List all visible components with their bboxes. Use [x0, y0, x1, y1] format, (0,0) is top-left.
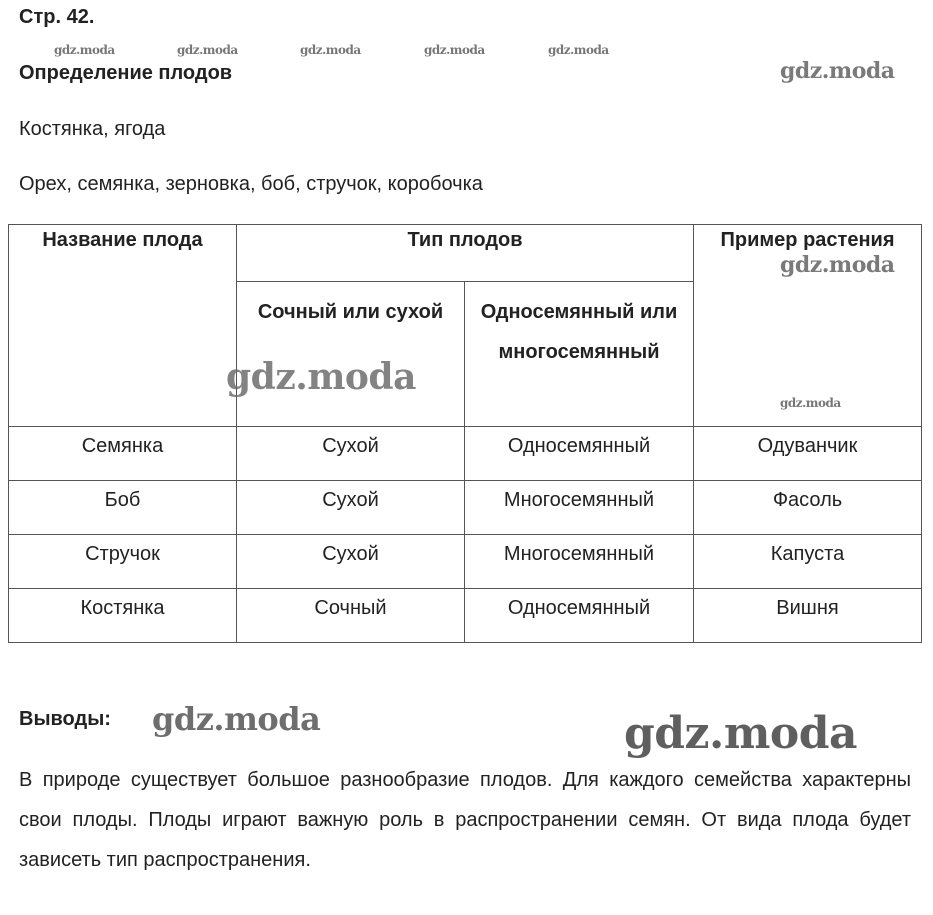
- cell-juicy-dry: Сухой: [237, 481, 465, 535]
- page-number: Стр. 42.: [19, 6, 95, 28]
- section-title: Определение плодов: [19, 62, 233, 84]
- cell-example: Вишня: [694, 589, 922, 643]
- answer-line-1: Костянка, ягода: [19, 118, 166, 140]
- cell-example: Капуста: [694, 535, 922, 589]
- cell-name: Стручок: [9, 535, 237, 589]
- conclusion-title: Выводы:: [19, 708, 111, 730]
- watermark: gdz.moda: [54, 43, 115, 57]
- fruit-table: [8, 224, 922, 643]
- header-juicy-dry: Сочный или сухой: [237, 282, 465, 427]
- cell-example: Одуванчик: [694, 427, 922, 481]
- watermark: gdz.moda: [424, 43, 485, 57]
- table-row: [9, 427, 922, 481]
- answer-line-2: Орех, семянка, зерновка, боб, стручок, коробочка: [19, 173, 483, 195]
- table-row: [9, 589, 922, 643]
- table-row: [9, 535, 922, 589]
- watermark: gdz.moda: [780, 252, 895, 278]
- header-seeds: Односемянный или многосемянный: [465, 282, 694, 427]
- cell-seeds: Односемянный: [465, 427, 694, 481]
- watermark: gdz.moda: [780, 58, 895, 84]
- cell-name: Семянка: [9, 427, 237, 481]
- conclusion-text: В природе существует большое разнообразие плодов. Для каждого семейства характерны свои плоды. Плоды играют важную роль в распространении семян. От вида плода будет зависеть тип распространения.: [19, 769, 911, 871]
- cell-juicy-dry: Сухой: [237, 427, 465, 481]
- watermark: gdz.moda: [152, 700, 321, 738]
- cell-juicy-dry: Сочный: [237, 589, 465, 643]
- cell-seeds: Односемянный: [465, 589, 694, 643]
- watermark: gdz.moda: [226, 356, 416, 398]
- cell-juicy-dry: Сухой: [237, 535, 465, 589]
- cell-name: Костянка: [9, 589, 237, 643]
- cell-name: Боб: [9, 481, 237, 535]
- cell-seeds: Многосемянный: [465, 481, 694, 535]
- cell-example: Фасоль: [694, 481, 922, 535]
- header-name: Название плода: [9, 225, 237, 427]
- table-row: [9, 481, 922, 535]
- watermark: gdz.moda: [780, 396, 841, 410]
- watermark: gdz.moda: [300, 43, 361, 57]
- header-example: Пример растения: [694, 225, 922, 427]
- watermark: gdz.moda: [624, 708, 858, 759]
- cell-seeds: Многосемянный: [465, 535, 694, 589]
- watermark: gdz.moda: [177, 43, 238, 57]
- watermark: gdz.moda: [548, 43, 609, 57]
- header-type: Тип плодов: [237, 225, 694, 282]
